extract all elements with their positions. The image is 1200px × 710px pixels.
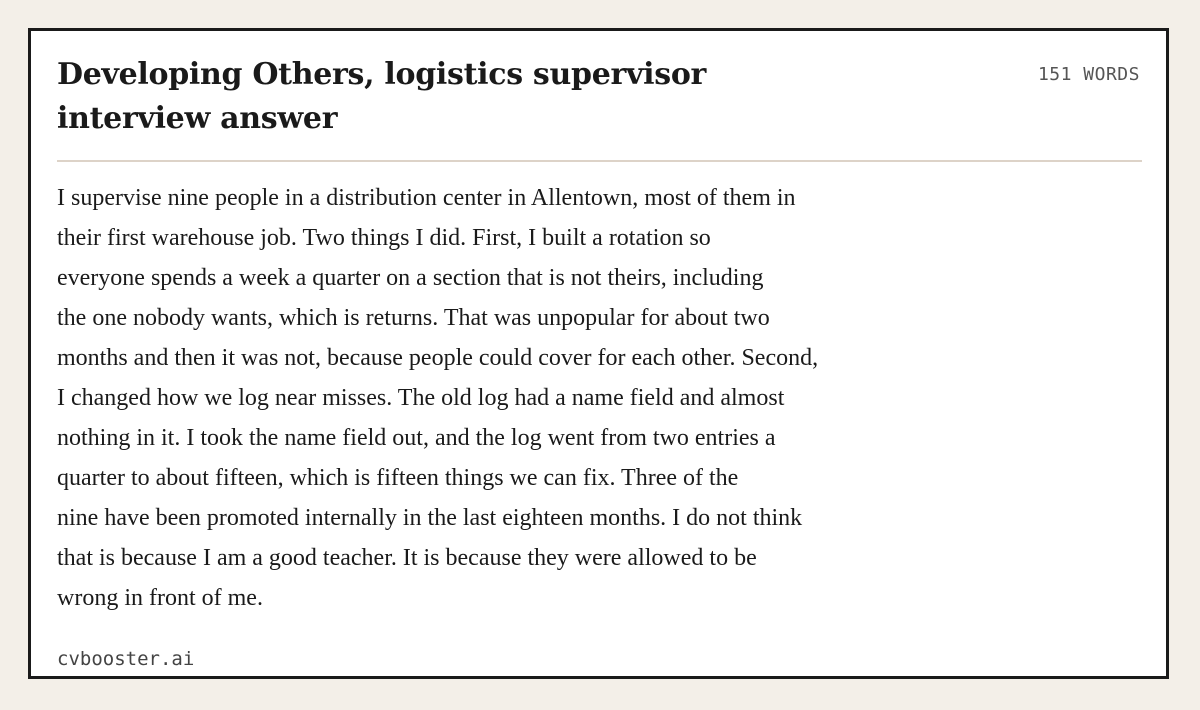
answer-body: [57, 178, 1017, 618]
answer-line: wrong in front of me.: [57, 585, 263, 611]
answer-line: quarter to about fifteen, which is fifteen things we can fix. Three of the: [57, 465, 739, 491]
answer-line: that is because I am a good teacher. It is because they were allowed to be: [57, 545, 757, 571]
answer-line: I supervise nine people in a distribution center in Allentown, most of them in: [57, 185, 796, 211]
answer-card: [28, 28, 1169, 679]
answer-title: Developing Others, logistics supervisor interview answer: [57, 57, 707, 136]
answer-line: their first warehouse job. Two things I did. First, I built a rotation so: [57, 225, 711, 251]
answer-line: nine have been promoted internally in the last eighteen months. I do not think: [57, 505, 803, 531]
answer-line: the one nobody wants, which is returns. That was unpopular for about two: [57, 305, 770, 331]
answer-line: everyone spends a week a quarter on a section that is not theirs, including: [57, 265, 764, 291]
answer-line: I changed how we log near misses. The old log had a name field and almost: [57, 385, 785, 411]
answer-line: months and then it was not, because people could cover for each other. Second,: [57, 345, 819, 371]
word-count-label: 151 WORDS: [1037, 64, 1140, 85]
header-divider: [57, 160, 1142, 162]
brand-footer: cvbooster.ai: [57, 648, 195, 670]
answer-line: nothing in it. I took the name field out, and the log went from two entries a: [57, 425, 776, 451]
